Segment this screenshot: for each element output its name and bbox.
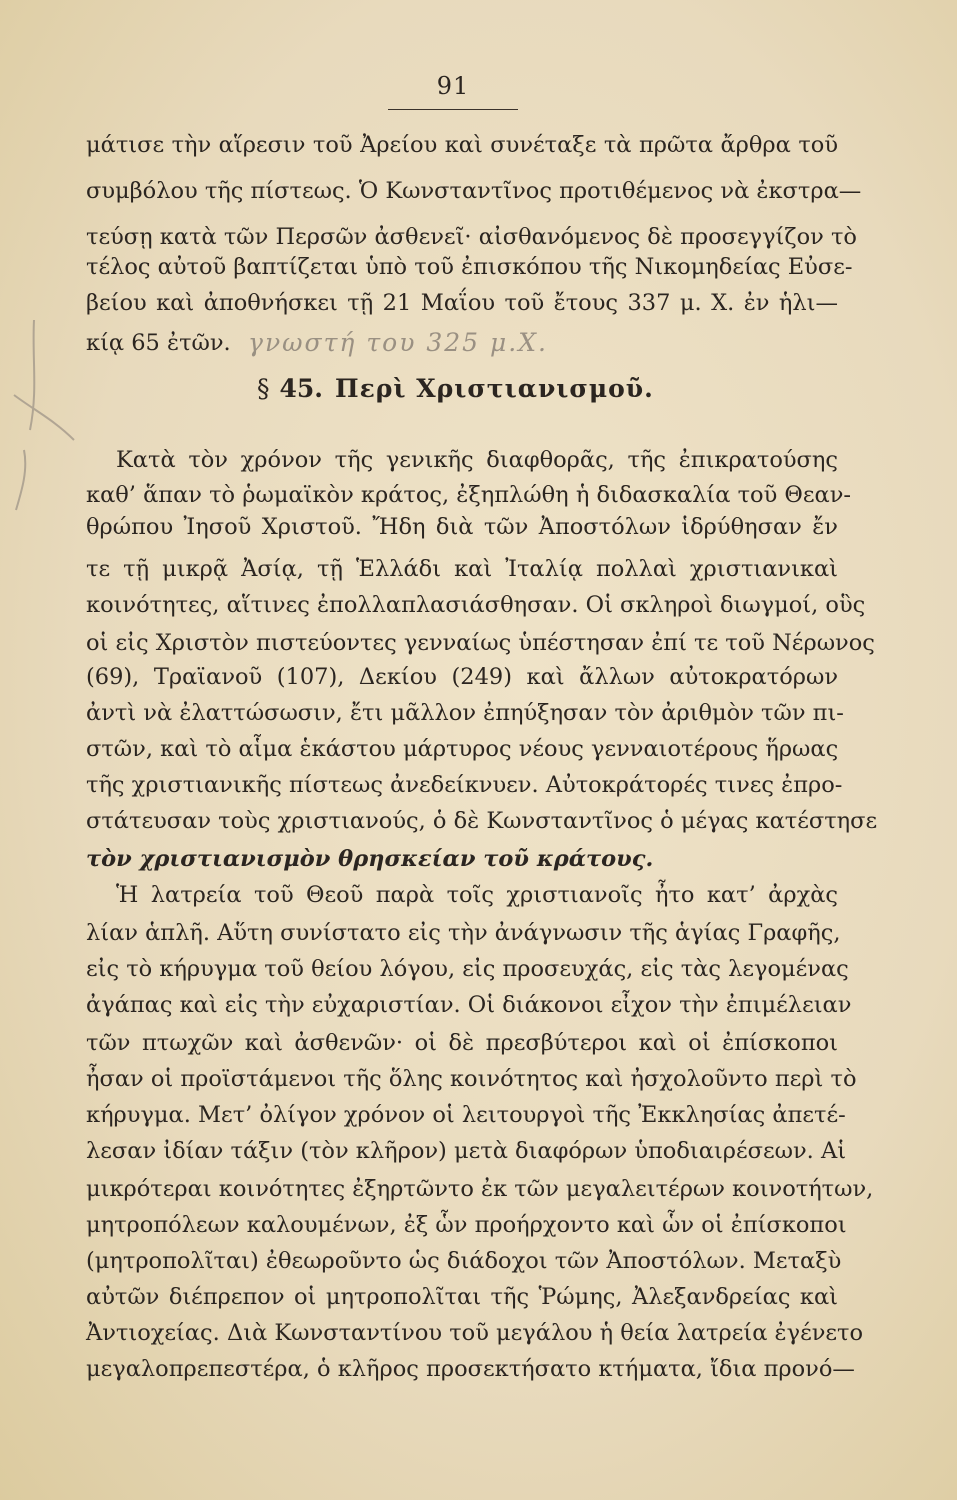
text-line: βείου καὶ ἀποθνήσκει τῇ 21 Μαΐου τοῦ ἔτους 337 μ. Χ. ἐν ἡλι— [86,290,838,316]
text-line: μεγαλοπρεπεστέρα, ὁ κλῆρος προσεκτήσατο κτήματα, ἴδια προνό— [86,1356,855,1382]
text-line: ἀντὶ νὰ ἐλαττώσωσιν, ἔτι μᾶλλον ἐπηύξησαν τὸν ἀριθμὸν τῶν πι- [86,700,844,726]
page-number: 91 [436,72,470,100]
text-line: θρώπου Ἰησοῦ Χριστοῦ. Ἤδη διὰ τῶν Ἀποστόλων ἱδρύθησαν ἔν [86,514,838,540]
text-line: ἀγάπας καὶ εἰς τὴν εὐχαριστίαν. Οἱ διάκονοι εἶχον τὴν ἐπιμέλειαν [86,992,852,1018]
text-line: τῶν πτωχῶν καὶ ἀσθενῶν· οἱ δὲ πρεσβύτεροι καὶ οἱ ἐπίσκοποι [86,1030,838,1056]
text-line: τῆς χριστιανικῆς πίστεως ἀνεδείκνυεν. Αὐτοκράτορές τινες ἐπρο- [86,772,843,798]
text-line: ἦσαν οἱ προϊστάμενοι τῆς ὅλης κοινότητος καὶ ἠσχολοῦντο περὶ τὸ [86,1066,857,1092]
text-line: (μητροπολῖται) ἐθεωροῦντο ὡς διάδοχοι τῶν Ἀποστόλων. Μεταξὺ [86,1248,842,1274]
text-line: (69), Τραϊανοῦ (107), Δεκίου (249) καὶ ἄλλων αὐτοκρατόρων [86,664,838,690]
section-title: Περὶ Χριστιανισμοῦ. [335,374,654,403]
text-line: τεύσῃ κατὰ τῶν Περσῶν ἀσθενεῖ· αἰσθανόμενος δὲ προσεγγίζον τὸ [86,224,857,250]
text-line: μάτισε τὴν αἵρεσιν τοῦ Ἀρείου καὶ συνέταξε τὰ πρῶτα ἄρθρα τοῦ [86,132,838,158]
text-line: τὸν χριστιανισμὸν θρησκείαν τοῦ κράτους. [86,846,654,872]
text-line: τέλος αὐτοῦ βαπτίζεται ὑπὸ τοῦ ἐπισκόπου τῆς Νικομηδείας Εὐσε- [86,254,853,280]
text-line: λίαν ἁπλῆ. Αὕτη συνίστατο εἰς τὴν ἀνάγνωσιν τῆς ἁγίας Γραφῆς, [86,920,841,946]
page-number-rule [388,109,518,110]
section-symbol: § [257,374,270,403]
text-line: Κατὰ τὸν χρόνον τῆς γενικῆς διαφθορᾶς, τῆς ἐπικρατούσης [116,447,838,473]
text-line: οἱ εἰς Χριστὸν πιστεύοντες γενναίως ὑπέστησαν ἐπί τε τοῦ Νέρωνος [86,630,875,656]
text-line: κίᾳ 65 ἐτῶν. [86,330,231,356]
text-line: μικρότεραι κοινότητες ἐξηρτῶντο ἐκ τῶν μεγαλειτέρων κοινοτήτων, [86,1176,874,1202]
section-heading [257,374,757,403]
margin-pencil-mark-icon [4,300,84,540]
text-line: εἰς τὸ κήρυγμα τοῦ θείου λόγου, εἰς προσευχάς, εἰς τὰς λεγομένας [86,956,849,982]
text-line: συμβόλου τῆς πίστεως. Ὁ Κωνσταντῖνος προτιθέμενος νὰ ἐκστρα— [86,178,862,204]
pencil-annotation: γνωστή του 325 μ.Χ. [248,328,548,357]
text-line: κήρυγμα. Μετ’ ὀλίγον χρόνον οἱ λειτουργοὶ τῆς Ἐκκλησίας ἀπετέ- [86,1102,846,1128]
text-line: αὐτῶν διέπρεπον οἱ μητροπολῖται τῆς Ῥώμης, Ἀλεξανδρείας καὶ [86,1284,838,1310]
text-line: μητροπόλεων καλουμένων, ἐξ ὧν προήρχοντο καὶ ὧν οἱ ἐπίσκοποι [86,1212,847,1238]
section-number: 45. [279,374,323,403]
text-line: λεσαν ἰδίαν τάξιν (τὸν κλῆρον) μετὰ διαφόρων ὑποδιαιρέσεων. Αἱ [86,1138,847,1164]
text-line: στῶν, καὶ τὸ αἷμα ἑκάστου μάρτυρος νέους γενναιοτέρους ἥρωας [86,736,839,762]
text-line: Ἀντιοχείας. Διὰ Κωνσταντίνου τοῦ μεγάλου ἡ θεία λατρεία ἐγένετο [86,1320,864,1346]
text-line: Ἡ λατρεία τοῦ Θεοῦ παρὰ τοῖς χριστιανοῖς ἦτο κατ’ ἀρχὰς [116,882,838,908]
text-line: κοινότητες, αἵτινες ἐπολλαπλασιάσθησαν. Οἱ σκληροὶ διωγμοί, οὓς [86,592,866,618]
text-line: στάτευσαν τοὺς χριστιανούς, ὁ δὲ Κωνσταντῖνος ὁ μέγας κατέστησε [86,808,878,834]
text-line: καθ’ ἅπαν τὸ ῥωμαϊκὸν κράτος, ἐξηπλώθη ἡ διδασκαλία τοῦ Θεαν- [86,482,851,508]
text-line: τε τῇ μικρᾷ Ἀσίᾳ, τῇ Ἑλλάδι καὶ Ἰταλίᾳ πολλαὶ χριστιανικαὶ [86,556,838,582]
